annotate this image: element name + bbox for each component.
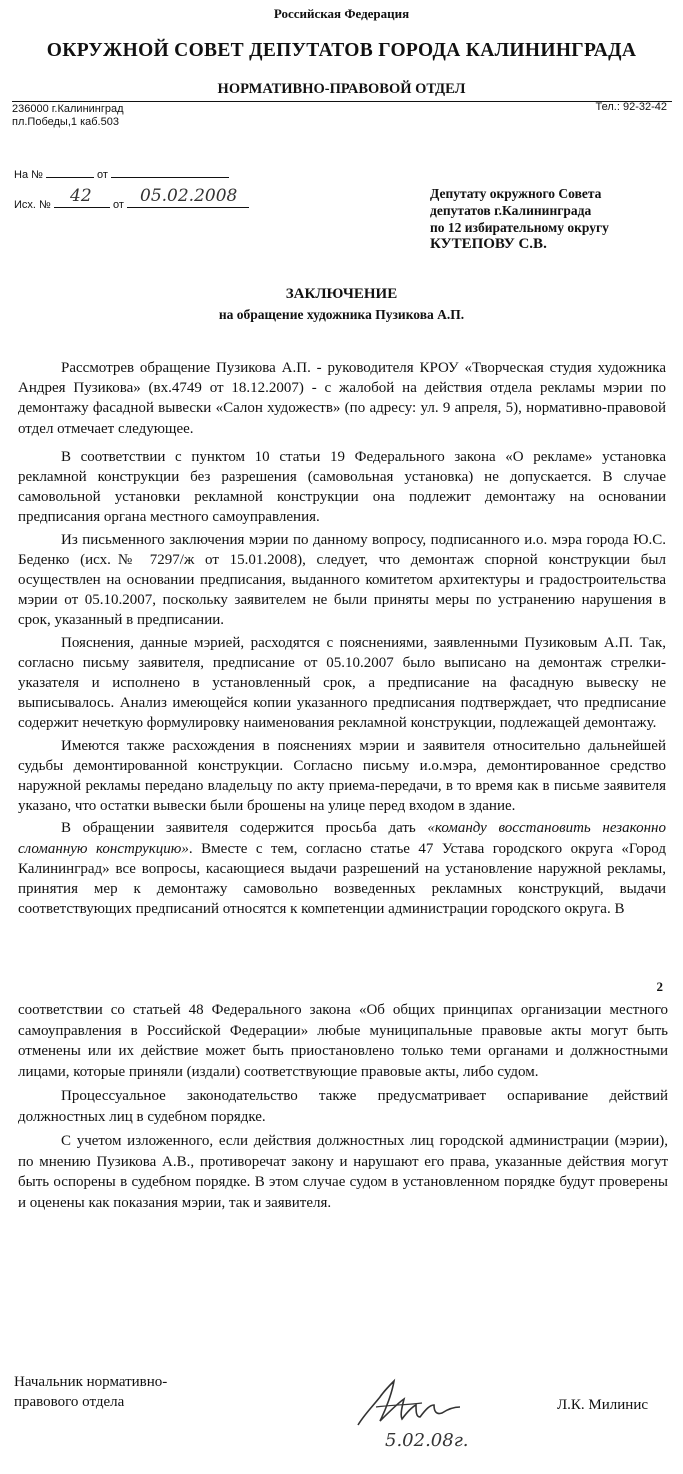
page-number: 2 (656, 979, 663, 994)
header-divider (12, 101, 672, 102)
incoming-number-blank (46, 166, 94, 178)
address-block (12, 103, 124, 129)
department-heading: НОРМАТИВНО-ПРАВОВОЙ ОТДЕЛ (217, 81, 466, 97)
phone-number: Тел.: 92-32-42 (595, 101, 667, 113)
addressee-block (430, 185, 609, 253)
body-page-2 (18, 1000, 668, 1217)
handwritten-signature (350, 1375, 480, 1435)
paragraph-3: Из письменного заключения мэрии по данному вопросу, подписанного и.о. мэра города Ю.С. Беденко (исх.№ 7297/ж от 15.01.2008), следует, что демонтаж спорной конструкции был осуществлен на основании предписания, выданного комитетом архитектуры и градостроительства мэрии от 05.10.2007, поскольку заявителем не были приняты меры по устранению нарушения в срок, указанный в предписании. (18, 531, 666, 629)
signatory-position-line-1: Начальник нормативно- (14, 1374, 168, 1390)
address-line-2: пл.Победы,1 каб.503 (12, 116, 119, 128)
incoming-from-label: от (97, 169, 108, 181)
outgoing-label: Исх. № (14, 199, 51, 211)
paragraph-9: С учетом изложенного, если действия должностных лиц городской администрации (мэрии), по мнению Пузикова А.В., противоречат закону и нарушают его права, указанные действия могут быть оспорены в судебном порядке. В этом случае судом в установленном порядке будут проверены и оценены как показания мэрии, так и заявителя. (18, 1133, 668, 1211)
paragraph-1: Рассмотрев обращение Пузикова А.П. - руководителя КРОУ «Творческая студия художника Андрея Пузикова» (вх.4749 от 18.12.2007) - с жалобой на действия отдела рекламы мэрии по демонтажу фасадной вывески «Салон художеств» (по адресу: ул. 9 апреля, 5), нормативно-правовой отдел отмечает следующее. (18, 360, 666, 437)
document-title: ЗАКЛЮЧЕНИЕ (285, 286, 398, 302)
paragraph-6-start: В обращении заявителя содержится просьба дать (61, 820, 428, 837)
paragraph-6-end: . Вместе с тем, согласно статье 47 Устава городского округа «Город Калининград» все вопросы, касающиеся выдачи разрешений на установление наружной рекламы, принятия мер к демонтажу самовольно возведенных рекламных конструкций, выдачи соответствующих предписаний относятся к компетенции администрации городского округа. В (18, 840, 666, 918)
paragraph-5: Имеются также расхождения в пояснениях мэрии и заявителя относительно дальнейшей судьбы демонтированной конструкции. Согласно письму и.о.мэра, демонтированное средство наружной рекламы передано владельцу по акту приема-передачи, в то время как в письме заявителя указано, что остатки вывески были брошены на улице перед входом в здание. (18, 737, 666, 815)
addressee-name: КУТЕПОВУ С.В. (430, 236, 547, 252)
country-heading: Российская Федерация (273, 6, 410, 21)
paragraph-2: В соответствии с пунктом 10 статьи 19 Федерального закона «О рекламе» установка рекламной конструкции без разрешения (самовольная установка) не допускается. В случае самовольной установки рекламной конструкции она подлежит демонтажу на основании предписания органа местного самоуправления. (18, 448, 666, 526)
signatory-position (14, 1372, 167, 1412)
paragraph-4: Пояснения, данные мэрией, расходятся с пояснениями, заявленными Пузиковым А.П. Так, согласно письму заявителя, предписание от 05.10.2007 было выписано на демонтаж стрелки-указателя и исполнено в установленный срок, а предписание на фасадную вывеску не выписывалось. Анализ имеющейся копии указанного предписания подтверждает, что предписание содержит нечеткую формулировку наименования рекламной конструкции, подлежащей демонтажу. (18, 634, 666, 732)
outgoing-date-handwritten: 05.02.2008 (140, 186, 238, 206)
signatory-position-line-2: правового отдела (14, 1394, 125, 1410)
incoming-ref (14, 166, 229, 181)
addressee-line-1: Депутату окружного Совета (430, 186, 602, 201)
addressee-line-2: депутатов г.Калининграда (430, 203, 592, 218)
addressee-line-3: по 12 избирательному округу (430, 220, 609, 235)
incoming-label: На № (14, 169, 43, 181)
paragraph-7: соответствии со статьей 48 Федерального закона «Об общих принципах организации местного самоуправления в Российской Федерации» любые муниципальные правовые акты могут быть отменены или их действие может быть приостановлено только теми органами и должностными лицами, которые приняли (издали) соответствующие правовые акты, либо судом. (18, 1002, 668, 1080)
address-line-1: 236000 г.Калининград (12, 103, 124, 115)
handwritten-date: 5.02.08г. (385, 1430, 469, 1451)
body-page-1 (18, 358, 666, 921)
paragraph-6-quote: «команду восстановить незаконно сломанную конструкцию» (18, 820, 666, 857)
outgoing-from-label: от (112, 199, 124, 211)
council-heading: ОКРУЖНОЙ СОВЕТ ДЕПУТАТОВ ГОРОДА КАЛИНИНГРАДА (46, 40, 637, 61)
paragraph-8: Процессуальное законодательство также предусматривает оспаривание действий должностных лиц в судебном порядке. (18, 1088, 668, 1125)
paragraph-6 (18, 818, 666, 919)
incoming-date-blank (111, 166, 229, 178)
outgoing-number-handwritten: 42 (70, 186, 92, 206)
signatory-name: Л.К. Милинис (557, 1397, 649, 1413)
document-subtitle: на обращение художника Пузикова А.П. (218, 307, 465, 322)
